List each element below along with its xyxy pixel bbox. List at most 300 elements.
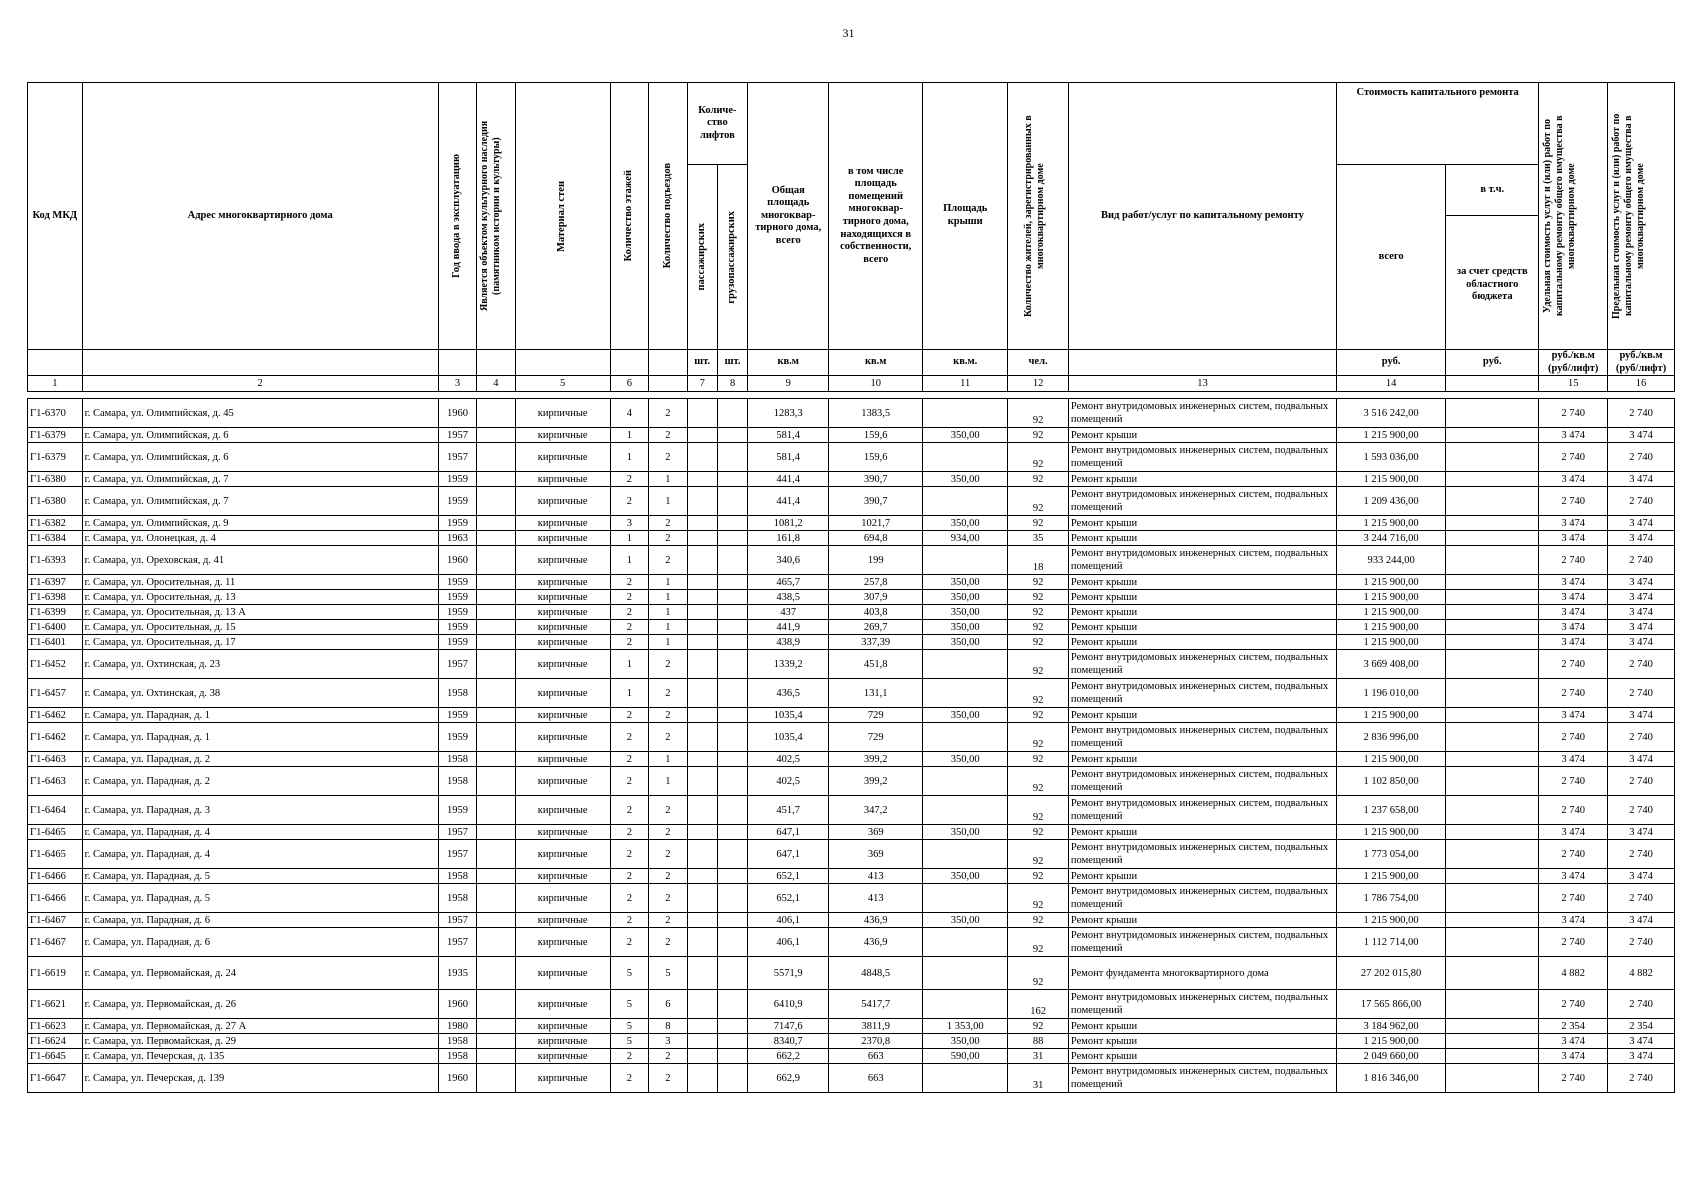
cell-owned-area: 729 xyxy=(829,723,923,752)
cell-walls: кирпичные xyxy=(515,990,610,1019)
cell-walls: кирпичные xyxy=(515,531,610,546)
cell-lifts-passenger xyxy=(687,1064,717,1093)
cell-year: 1935 xyxy=(438,957,476,990)
cell-lifts-cargo xyxy=(717,679,747,708)
cell-year: 1959 xyxy=(438,708,476,723)
cell-heritage xyxy=(477,752,515,767)
cell-roof-area: 350,00 xyxy=(923,752,1008,767)
table-row xyxy=(28,531,1675,546)
cell-max-cost: 3 474 xyxy=(1608,635,1675,650)
cell-unit-cost: 4 882 xyxy=(1539,957,1608,990)
cell-cost-regional xyxy=(1446,1019,1539,1034)
cell-entrances: 2 xyxy=(649,869,687,884)
cell-max-cost: 3 474 xyxy=(1608,752,1675,767)
unit-lifts-passenger: шт. xyxy=(687,350,717,376)
cell-roof-area xyxy=(923,546,1008,575)
cell-unit-cost: 3 474 xyxy=(1539,428,1608,443)
cell-lifts-passenger xyxy=(687,443,717,472)
cell-residents: 31 xyxy=(1008,1049,1069,1064)
cell-code: Г1-6380 xyxy=(28,487,83,516)
cell-lifts-cargo xyxy=(717,913,747,928)
cell-lifts-cargo xyxy=(717,575,747,590)
cell-max-cost: 2 740 xyxy=(1608,487,1675,516)
cell-owned-area: 1383,5 xyxy=(829,399,923,428)
cell-owned-area: 413 xyxy=(829,869,923,884)
cell-floors: 2 xyxy=(610,487,648,516)
cell-walls: кирпичные xyxy=(515,928,610,957)
cell-total-area: 438,9 xyxy=(748,635,829,650)
cell-lifts-cargo xyxy=(717,928,747,957)
cell-owned-area: 4848,5 xyxy=(829,957,923,990)
cell-cost-regional xyxy=(1446,516,1539,531)
cell-year: 1959 xyxy=(438,723,476,752)
cell-address: г. Самара, ул. Охтинская, д. 38 xyxy=(82,679,438,708)
table-row xyxy=(28,1049,1675,1064)
table-row xyxy=(28,650,1675,679)
table-row xyxy=(28,884,1675,913)
cell-max-cost: 3 474 xyxy=(1608,620,1675,635)
cell-code: Г1-6397 xyxy=(28,575,83,590)
column-number: 14 xyxy=(1336,376,1445,392)
cell-code: Г1-6465 xyxy=(28,840,83,869)
cell-year: 1959 xyxy=(438,635,476,650)
column-number: 1 xyxy=(28,376,83,392)
cell-cost-regional xyxy=(1446,620,1539,635)
cell-unit-cost: 3 474 xyxy=(1539,708,1608,723)
cell-floors: 1 xyxy=(610,650,648,679)
cell-cost-regional xyxy=(1446,590,1539,605)
cell-lifts-cargo xyxy=(717,1019,747,1034)
cell-year: 1959 xyxy=(438,472,476,487)
cell-lifts-cargo xyxy=(717,957,747,990)
cell-entrances: 1 xyxy=(649,575,687,590)
cell-lifts-cargo xyxy=(717,487,747,516)
cell-residents: 92 xyxy=(1008,913,1069,928)
cell-cost-regional xyxy=(1446,399,1539,428)
cell-residents: 92 xyxy=(1008,825,1069,840)
cell-max-cost: 2 740 xyxy=(1608,796,1675,825)
cell-max-cost: 4 882 xyxy=(1608,957,1675,990)
cell-cost-regional xyxy=(1446,928,1539,957)
cell-cost-regional xyxy=(1446,1064,1539,1093)
cell-year: 1958 xyxy=(438,1049,476,1064)
cell-walls: кирпичные xyxy=(515,1034,610,1049)
cell-heritage xyxy=(477,884,515,913)
cell-cost-regional xyxy=(1446,767,1539,796)
cell-entrances: 1 xyxy=(649,620,687,635)
cell-work-type: Ремонт крыши xyxy=(1068,590,1336,605)
cell-unit-cost: 3 474 xyxy=(1539,1034,1608,1049)
cell-lifts-cargo xyxy=(717,990,747,1019)
cell-cost-regional xyxy=(1446,869,1539,884)
cell-lifts-passenger xyxy=(687,575,717,590)
cell-address: г. Самара, ул. Оросительная, д. 13 А xyxy=(82,605,438,620)
cell-heritage xyxy=(477,708,515,723)
cell-year: 1959 xyxy=(438,620,476,635)
cell-floors: 2 xyxy=(610,752,648,767)
cell-owned-area: 694,8 xyxy=(829,531,923,546)
cell-cost-total: 1 593 036,00 xyxy=(1336,443,1445,472)
cell-roof-area xyxy=(923,487,1008,516)
cell-work-type: Ремонт крыши xyxy=(1068,472,1336,487)
cell-code: Г1-6382 xyxy=(28,516,83,531)
header-lifts-cargo: грузопассажирских xyxy=(717,165,747,350)
table-row xyxy=(28,635,1675,650)
column-number: 7 xyxy=(687,376,717,392)
cell-entrances: 3 xyxy=(649,1034,687,1049)
cell-heritage xyxy=(477,531,515,546)
cell-max-cost: 3 474 xyxy=(1608,1034,1675,1049)
cell-work-type: Ремонт внутридомовых инженерных систем, подвальных помещений xyxy=(1068,928,1336,957)
cell-heritage xyxy=(477,650,515,679)
cell-cost-regional xyxy=(1446,723,1539,752)
cell-code: Г1-6467 xyxy=(28,913,83,928)
cell-total-area: 581,4 xyxy=(748,443,829,472)
cell-cost-regional xyxy=(1446,531,1539,546)
cell-cost-regional xyxy=(1446,840,1539,869)
cell-unit-cost: 2 740 xyxy=(1539,840,1608,869)
cell-work-type: Ремонт внутридомовых инженерных систем, подвальных помещений xyxy=(1068,990,1336,1019)
cell-residents: 92 xyxy=(1008,428,1069,443)
cell-code: Г1-6462 xyxy=(28,708,83,723)
table-row xyxy=(28,679,1675,708)
cell-year: 1960 xyxy=(438,546,476,575)
cell-cost-regional xyxy=(1446,825,1539,840)
cell-address: г. Самара, ул. Олимпийская, д. 7 xyxy=(82,472,438,487)
cell-entrances: 2 xyxy=(649,531,687,546)
cell-unit-cost: 2 740 xyxy=(1539,399,1608,428)
cell-code: Г1-6463 xyxy=(28,752,83,767)
cell-total-area: 662,2 xyxy=(748,1049,829,1064)
cell-work-type: Ремонт внутридомовых инженерных систем, подвальных помещений xyxy=(1068,796,1336,825)
cell-floors: 2 xyxy=(610,620,648,635)
cell-walls: кирпичные xyxy=(515,1019,610,1034)
cell-floors: 2 xyxy=(610,767,648,796)
header-cost-group: Стоимость капитального ремонта xyxy=(1336,83,1538,165)
cell-max-cost: 2 740 xyxy=(1608,767,1675,796)
header-residents: Количество жителей, зарегистрированных в многоквартирном доме xyxy=(1008,83,1069,350)
cell-unit-cost: 2 740 xyxy=(1539,723,1608,752)
cell-unit-cost: 3 474 xyxy=(1539,869,1608,884)
cell-entrances: 2 xyxy=(649,679,687,708)
cell-year: 1958 xyxy=(438,752,476,767)
cell-entrances: 2 xyxy=(649,1064,687,1093)
cell-total-area: 441,4 xyxy=(748,487,829,516)
cell-floors: 2 xyxy=(610,708,648,723)
cell-roof-area: 350,00 xyxy=(923,590,1008,605)
cell-year: 1960 xyxy=(438,990,476,1019)
cell-cost-total: 1 215 900,00 xyxy=(1336,575,1445,590)
cell-heritage xyxy=(477,399,515,428)
cell-entrances: 5 xyxy=(649,957,687,990)
cell-cost-regional xyxy=(1446,990,1539,1019)
table-row xyxy=(28,767,1675,796)
column-number: 3 xyxy=(438,376,476,392)
table-row xyxy=(28,840,1675,869)
cell-max-cost: 2 740 xyxy=(1608,650,1675,679)
cell-owned-area: 663 xyxy=(829,1049,923,1064)
cell-year: 1958 xyxy=(438,869,476,884)
table-row xyxy=(28,825,1675,840)
cell-roof-area: 350,00 xyxy=(923,708,1008,723)
cell-code: Г1-6380 xyxy=(28,472,83,487)
cell-roof-area: 1 353,00 xyxy=(923,1019,1008,1034)
cell-address: г. Самара, ул. Ореховская, д. 41 xyxy=(82,546,438,575)
cell-year: 1957 xyxy=(438,650,476,679)
cell-max-cost: 3 474 xyxy=(1608,531,1675,546)
cell-year: 1959 xyxy=(438,796,476,825)
cell-entrances: 8 xyxy=(649,1019,687,1034)
cell-walls: кирпичные xyxy=(515,957,610,990)
cell-unit-cost: 2 740 xyxy=(1539,990,1608,1019)
cell-lifts-passenger xyxy=(687,990,717,1019)
cell-unit-cost: 2 740 xyxy=(1539,884,1608,913)
cell-lifts-passenger xyxy=(687,399,717,428)
cell-owned-area: 390,7 xyxy=(829,472,923,487)
cell-year: 1959 xyxy=(438,516,476,531)
cell-address: г. Самара, ул. Олимпийская, д. 45 xyxy=(82,399,438,428)
cell-address: г. Самара, ул. Печерская, д. 139 xyxy=(82,1064,438,1093)
cell-floors: 2 xyxy=(610,796,648,825)
cell-lifts-passenger xyxy=(687,635,717,650)
cell-roof-area: 350,00 xyxy=(923,825,1008,840)
cell-heritage xyxy=(477,575,515,590)
cell-floors: 2 xyxy=(610,605,648,620)
cell-year: 1957 xyxy=(438,913,476,928)
cell-max-cost: 2 740 xyxy=(1608,546,1675,575)
cell-work-type: Ремонт внутридомовых инженерных систем, подвальных помещений xyxy=(1068,679,1336,708)
cell-entrances: 1 xyxy=(649,635,687,650)
cell-entrances: 1 xyxy=(649,487,687,516)
table-row xyxy=(28,399,1675,428)
table-row xyxy=(28,1019,1675,1034)
cell-code: Г1-6452 xyxy=(28,650,83,679)
cell-code: Г1-6379 xyxy=(28,443,83,472)
cell-lifts-passenger xyxy=(687,752,717,767)
cell-residents: 35 xyxy=(1008,531,1069,546)
cell-cost-total: 1 215 900,00 xyxy=(1336,516,1445,531)
cell-work-type: Ремонт крыши xyxy=(1068,605,1336,620)
cell-walls: кирпичные xyxy=(515,443,610,472)
cell-work-type: Ремонт внутридомовых инженерных систем, подвальных помещений xyxy=(1068,723,1336,752)
cell-walls: кирпичные xyxy=(515,650,610,679)
cell-address: г. Самара, ул. Печерская, д. 135 xyxy=(82,1049,438,1064)
column-numbers-row xyxy=(28,376,1675,392)
cell-unit-cost: 3 474 xyxy=(1539,531,1608,546)
cell-total-area: 437 xyxy=(748,605,829,620)
cell-work-type: Ремонт крыши xyxy=(1068,913,1336,928)
cell-lifts-cargo xyxy=(717,635,747,650)
cell-owned-area: 131,1 xyxy=(829,679,923,708)
cell-lifts-cargo xyxy=(717,531,747,546)
cell-code: Г1-6399 xyxy=(28,605,83,620)
cell-unit-cost: 2 740 xyxy=(1539,546,1608,575)
cell-lifts-cargo xyxy=(717,723,747,752)
cell-residents: 88 xyxy=(1008,1034,1069,1049)
cell-address: г. Самара, ул. Первомайская, д. 29 xyxy=(82,1034,438,1049)
cell-residents: 162 xyxy=(1008,990,1069,1019)
cell-lifts-passenger xyxy=(687,546,717,575)
cell-heritage xyxy=(477,825,515,840)
cell-owned-area: 199 xyxy=(829,546,923,575)
cell-total-area: 647,1 xyxy=(748,825,829,840)
cell-owned-area: 337,39 xyxy=(829,635,923,650)
cell-lifts-passenger xyxy=(687,605,717,620)
cell-lifts-cargo xyxy=(717,472,747,487)
cell-residents: 92 xyxy=(1008,708,1069,723)
cell-owned-area: 403,8 xyxy=(829,605,923,620)
cell-cost-total: 1 816 346,00 xyxy=(1336,1064,1445,1093)
table-row xyxy=(28,487,1675,516)
cell-floors: 2 xyxy=(610,1064,648,1093)
cell-floors: 2 xyxy=(610,1049,648,1064)
unit-owned-area: кв.м xyxy=(829,350,923,376)
cell-roof-area xyxy=(923,840,1008,869)
cell-lifts-passenger xyxy=(687,620,717,635)
cell-roof-area: 350,00 xyxy=(923,635,1008,650)
column-number: 5 xyxy=(515,376,610,392)
cell-year: 1958 xyxy=(438,767,476,796)
cell-code: Г1-6370 xyxy=(28,399,83,428)
header-year: Год ввода в эксплуатацию xyxy=(438,83,476,350)
cell-walls: кирпичные xyxy=(515,767,610,796)
cell-total-area: 161,8 xyxy=(748,531,829,546)
cell-cost-regional xyxy=(1446,575,1539,590)
cell-max-cost: 3 474 xyxy=(1608,825,1675,840)
header-heritage: Является объектом культурного наследия (памятником истории и культуры) xyxy=(477,83,515,350)
cell-heritage xyxy=(477,1019,515,1034)
cell-address: г. Самара, ул. Олимпийская, д. 7 xyxy=(82,487,438,516)
cell-walls: кирпичные xyxy=(515,840,610,869)
cell-cost-regional xyxy=(1446,472,1539,487)
header-work-type: Вид работ/услуг по капитальному ремонту xyxy=(1068,83,1336,350)
cell-max-cost: 3 474 xyxy=(1608,708,1675,723)
cell-work-type: Ремонт крыши xyxy=(1068,708,1336,723)
cell-total-area: 5571,9 xyxy=(748,957,829,990)
table-row xyxy=(28,1034,1675,1049)
cell-lifts-passenger xyxy=(687,928,717,957)
column-number: 13 xyxy=(1068,376,1336,392)
cell-year: 1958 xyxy=(438,679,476,708)
cell-residents: 92 xyxy=(1008,516,1069,531)
cell-lifts-cargo xyxy=(717,767,747,796)
cell-cost-regional xyxy=(1446,546,1539,575)
column-number: 4 xyxy=(477,376,515,392)
cell-address: г. Самара, ул. Парадная, д. 6 xyxy=(82,913,438,928)
cell-work-type: Ремонт фундамента многоквартирного дома xyxy=(1068,957,1336,990)
cell-roof-area xyxy=(923,650,1008,679)
cell-floors: 2 xyxy=(610,825,648,840)
cell-owned-area: 399,2 xyxy=(829,767,923,796)
header-entrances: Количество подъездов xyxy=(649,83,687,350)
cell-lifts-cargo xyxy=(717,869,747,884)
cell-code: Г1-6398 xyxy=(28,590,83,605)
cell-cost-total: 1 215 900,00 xyxy=(1336,869,1445,884)
cell-lifts-cargo xyxy=(717,443,747,472)
cell-cost-regional xyxy=(1446,752,1539,767)
cell-unit-cost: 2 740 xyxy=(1539,1064,1608,1093)
cell-cost-total: 1 215 900,00 xyxy=(1336,605,1445,620)
header-floors: Количество этажей xyxy=(610,83,648,350)
cell-walls: кирпичные xyxy=(515,546,610,575)
cell-entrances: 2 xyxy=(649,516,687,531)
cell-code: Г1-6463 xyxy=(28,767,83,796)
cell-max-cost: 2 740 xyxy=(1608,840,1675,869)
column-number xyxy=(649,376,687,392)
cell-year: 1959 xyxy=(438,590,476,605)
cell-total-area: 581,4 xyxy=(748,428,829,443)
cell-lifts-cargo xyxy=(717,590,747,605)
cell-total-area: 652,1 xyxy=(748,869,829,884)
cell-roof-area: 350,00 xyxy=(923,620,1008,635)
cell-entrances: 2 xyxy=(649,913,687,928)
cell-address: г. Самара, ул. Парадная, д. 5 xyxy=(82,884,438,913)
cell-cost-regional xyxy=(1446,428,1539,443)
cell-residents: 92 xyxy=(1008,399,1069,428)
cell-lifts-passenger xyxy=(687,825,717,840)
cell-entrances: 2 xyxy=(649,650,687,679)
cell-walls: кирпичные xyxy=(515,590,610,605)
table-row xyxy=(28,590,1675,605)
cell-unit-cost: 3 474 xyxy=(1539,620,1608,635)
cell-owned-area: 369 xyxy=(829,840,923,869)
cell-entrances: 2 xyxy=(649,443,687,472)
cell-owned-area: 3811,9 xyxy=(829,1019,923,1034)
cell-cost-total: 1 215 900,00 xyxy=(1336,913,1445,928)
cell-roof-area xyxy=(923,928,1008,957)
cell-total-area: 6410,9 xyxy=(748,990,829,1019)
column-number: 2 xyxy=(82,376,438,392)
cell-max-cost: 2 740 xyxy=(1608,399,1675,428)
cell-residents: 92 xyxy=(1008,590,1069,605)
cell-floors: 1 xyxy=(610,679,648,708)
table-row xyxy=(28,516,1675,531)
cell-address: г. Самара, ул. Оросительная, д. 13 xyxy=(82,590,438,605)
table-row xyxy=(28,1064,1675,1093)
cell-unit-cost: 3 474 xyxy=(1539,635,1608,650)
cell-roof-area xyxy=(923,884,1008,913)
cell-code: Г1-6623 xyxy=(28,1019,83,1034)
cell-cost-regional xyxy=(1446,884,1539,913)
column-number: 11 xyxy=(923,376,1008,392)
cell-work-type: Ремонт внутридомовых инженерных систем, подвальных помещений xyxy=(1068,767,1336,796)
cell-heritage xyxy=(477,679,515,708)
header-roof-area: Площадь крыши xyxy=(923,83,1008,350)
cell-max-cost: 3 474 xyxy=(1608,516,1675,531)
cell-total-area: 1339,2 xyxy=(748,650,829,679)
cell-total-area: 436,5 xyxy=(748,679,829,708)
cell-roof-area: 350,00 xyxy=(923,869,1008,884)
cell-residents: 92 xyxy=(1008,635,1069,650)
cell-owned-area: 663 xyxy=(829,1064,923,1093)
cell-floors: 1 xyxy=(610,546,648,575)
cell-residents: 92 xyxy=(1008,884,1069,913)
cell-walls: кирпичные xyxy=(515,1064,610,1093)
cell-address: г. Самара, ул. Парадная, д. 2 xyxy=(82,752,438,767)
cell-max-cost: 3 474 xyxy=(1608,575,1675,590)
cell-floors: 2 xyxy=(610,869,648,884)
cell-work-type: Ремонт крыши xyxy=(1068,620,1336,635)
cell-walls: кирпичные xyxy=(515,884,610,913)
cell-walls: кирпичные xyxy=(515,399,610,428)
cell-owned-area: 159,6 xyxy=(829,428,923,443)
cell-owned-area: 451,8 xyxy=(829,650,923,679)
cell-floors: 5 xyxy=(610,990,648,1019)
cell-lifts-passenger xyxy=(687,913,717,928)
cell-residents: 31 xyxy=(1008,1064,1069,1093)
cell-code: Г1-6465 xyxy=(28,825,83,840)
cell-lifts-passenger xyxy=(687,1034,717,1049)
